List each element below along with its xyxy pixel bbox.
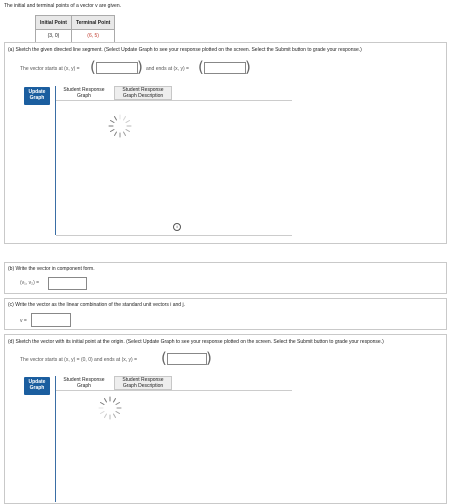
left-paren-icon: ( (198, 58, 204, 76)
tab-desc-line1: Student Response (122, 377, 164, 383)
loading-spinner-icon (96, 394, 124, 422)
left-paren-icon: ( (161, 349, 167, 367)
loading-spinner-icon (106, 112, 134, 140)
tab-desc-line1: Student Response (122, 87, 164, 93)
info-icon[interactable]: i (173, 223, 181, 231)
left-paren-icon: ( (90, 58, 96, 76)
part-a-instruction: (a) Sketch the given directed line segment. (Select Update Graph to see your response plotted on the screen. Select the Submit button to grade your response.) (8, 47, 362, 53)
intro-text: The initial and terminal points of a vector v are given. (4, 3, 122, 9)
update-graph-label-line1: Update (28, 379, 46, 385)
linear-combination-input[interactable] (31, 313, 71, 327)
part-a-ends-label: and ends at (x, y) = (146, 66, 189, 72)
tab-student-response-graph[interactable] (58, 87, 110, 99)
initial-point-value: (3, 0) (36, 30, 72, 43)
part-a-starts-label: The vector starts at (x, y) = (20, 66, 80, 72)
update-graph-label-line2: Graph (29, 385, 45, 391)
terminal-point-value: (6, 5) (71, 30, 114, 43)
graph-area-left-border (55, 86, 56, 235)
part-d-instruction: (d) Sketch the vector with its initial point at the origin. (Select Update Graph to see your response plotted on the screen. Select the Submit button to grade your response.) (8, 339, 384, 345)
component-form-input[interactable] (48, 277, 87, 290)
tab-student-response-graph-description[interactable] (114, 86, 172, 100)
initial-point-header: Initial Point (36, 16, 72, 30)
right-paren-icon: ) (137, 58, 143, 76)
tab-desc-line2: Graph Description (122, 383, 164, 389)
part-d-starts-label: The vector starts at (x, y) = (0, 0) and ends at (x, y) = (20, 357, 137, 363)
tab-desc-line2: Graph Description (122, 93, 164, 99)
update-graph-label-line1: Update (28, 89, 46, 95)
tab-graph-line1: Student Response (63, 377, 105, 383)
right-paren-icon: ) (245, 58, 251, 76)
right-paren-icon: ) (206, 349, 212, 367)
part-b-label: (v₁, v₂) = (20, 280, 40, 286)
tab-graph-line2: Graph (77, 93, 91, 99)
part-c-instruction: (c) Write the vector as the linear combination of the standard unit vectors i and j. (8, 302, 185, 308)
part-d-end-point-input[interactable] (167, 353, 207, 365)
part-a-end-point-input[interactable] (204, 62, 246, 74)
part-c-label: v = (20, 318, 27, 324)
tab-student-response-graph[interactable] (58, 377, 110, 389)
update-graph-button[interactable] (24, 87, 50, 105)
update-graph-button[interactable] (24, 377, 50, 395)
tab-student-response-graph-description[interactable] (114, 376, 172, 390)
tab-graph-line2: Graph (77, 383, 91, 389)
terminal-point-header: Terminal Point (71, 16, 114, 30)
graph-area-top-border (56, 390, 292, 391)
tab-graph-line1: Student Response (63, 87, 105, 93)
graph-area-left-border (55, 376, 56, 502)
points-table (35, 15, 115, 43)
graph-area-bottom-border (56, 235, 292, 236)
part-b-instruction: (b) Write the vector in component form. (8, 266, 95, 272)
graph-area-top-border (56, 100, 292, 101)
update-graph-label-line2: Graph (29, 95, 45, 101)
part-a-start-point-input[interactable] (96, 62, 138, 74)
